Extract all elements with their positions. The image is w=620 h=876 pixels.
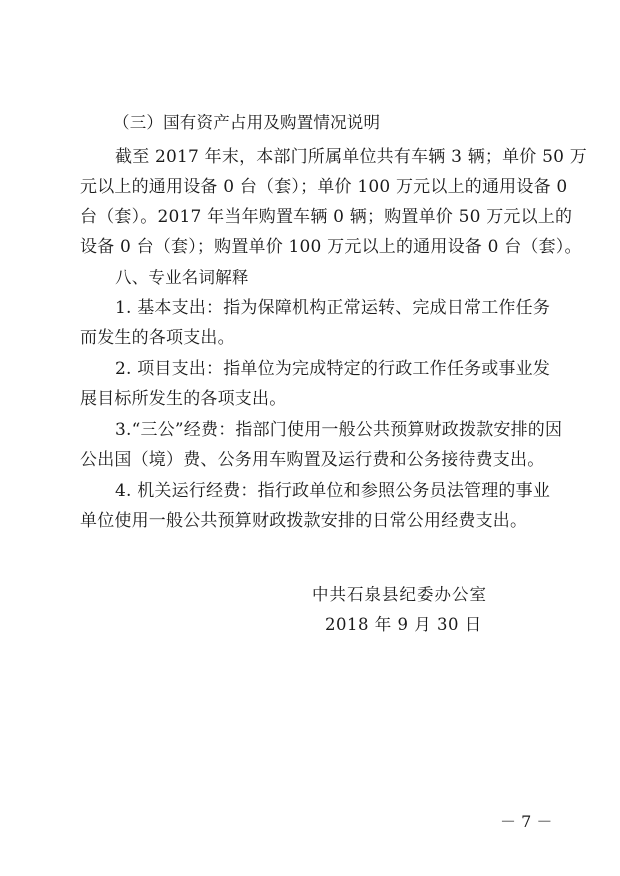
term-item-three-public-cont: 公出国（境）费、公务用车购置及运行费和公务接待费支出。: [80, 450, 545, 470]
term-item-basic: 1. 基本支出：指为保障机构正常运转、完成日常工作任务: [115, 298, 551, 318]
term-item-operating: 4. 机关运行经费：指行政单位和参照公务员法管理的事业: [115, 481, 551, 501]
section-heading-assets: （三）国有资产占用及购置情况说明: [113, 113, 381, 132]
term-item-project-cont: 展目标所发生的各项支出。: [80, 389, 287, 409]
term-item-project: 2. 项目支出：指单位为完成特定的行政工作任务或事业发: [115, 359, 551, 379]
paragraph-line: 元以上的通用设备 0 台（套）；单价 100 万元以上的通用设备 0: [80, 177, 568, 197]
paragraph-line: 台（套）。2017 年当年购置车辆 0 辆；购置单价 50 万元以上的: [80, 207, 573, 227]
signature-organization: 中共石泉县纪委办公室: [312, 585, 487, 604]
paragraph-line: 设备 0 台（套）；购置单价 100 万元以上的通用设备 0 台（套）。: [80, 237, 582, 257]
section-heading-terms: 八、专业名词解释: [115, 268, 249, 287]
signature-date: 2018 年 9 月 30 日: [325, 615, 482, 634]
term-item-basic-cont: 而发生的各项支出。: [80, 328, 235, 348]
term-item-three-public: 3.“三公”经费：指部门使用一般公共预算财政拨款安排的因: [115, 420, 563, 440]
page-number: － 7 －: [500, 812, 553, 831]
term-item-operating-cont: 单位使用一般公共预算财政拨款安排的日常公用经费支出。: [80, 511, 528, 531]
paragraph-line: 截至 2017 年末，本部门所属单位共有车辆 3 辆；单价 50 万: [115, 147, 587, 167]
